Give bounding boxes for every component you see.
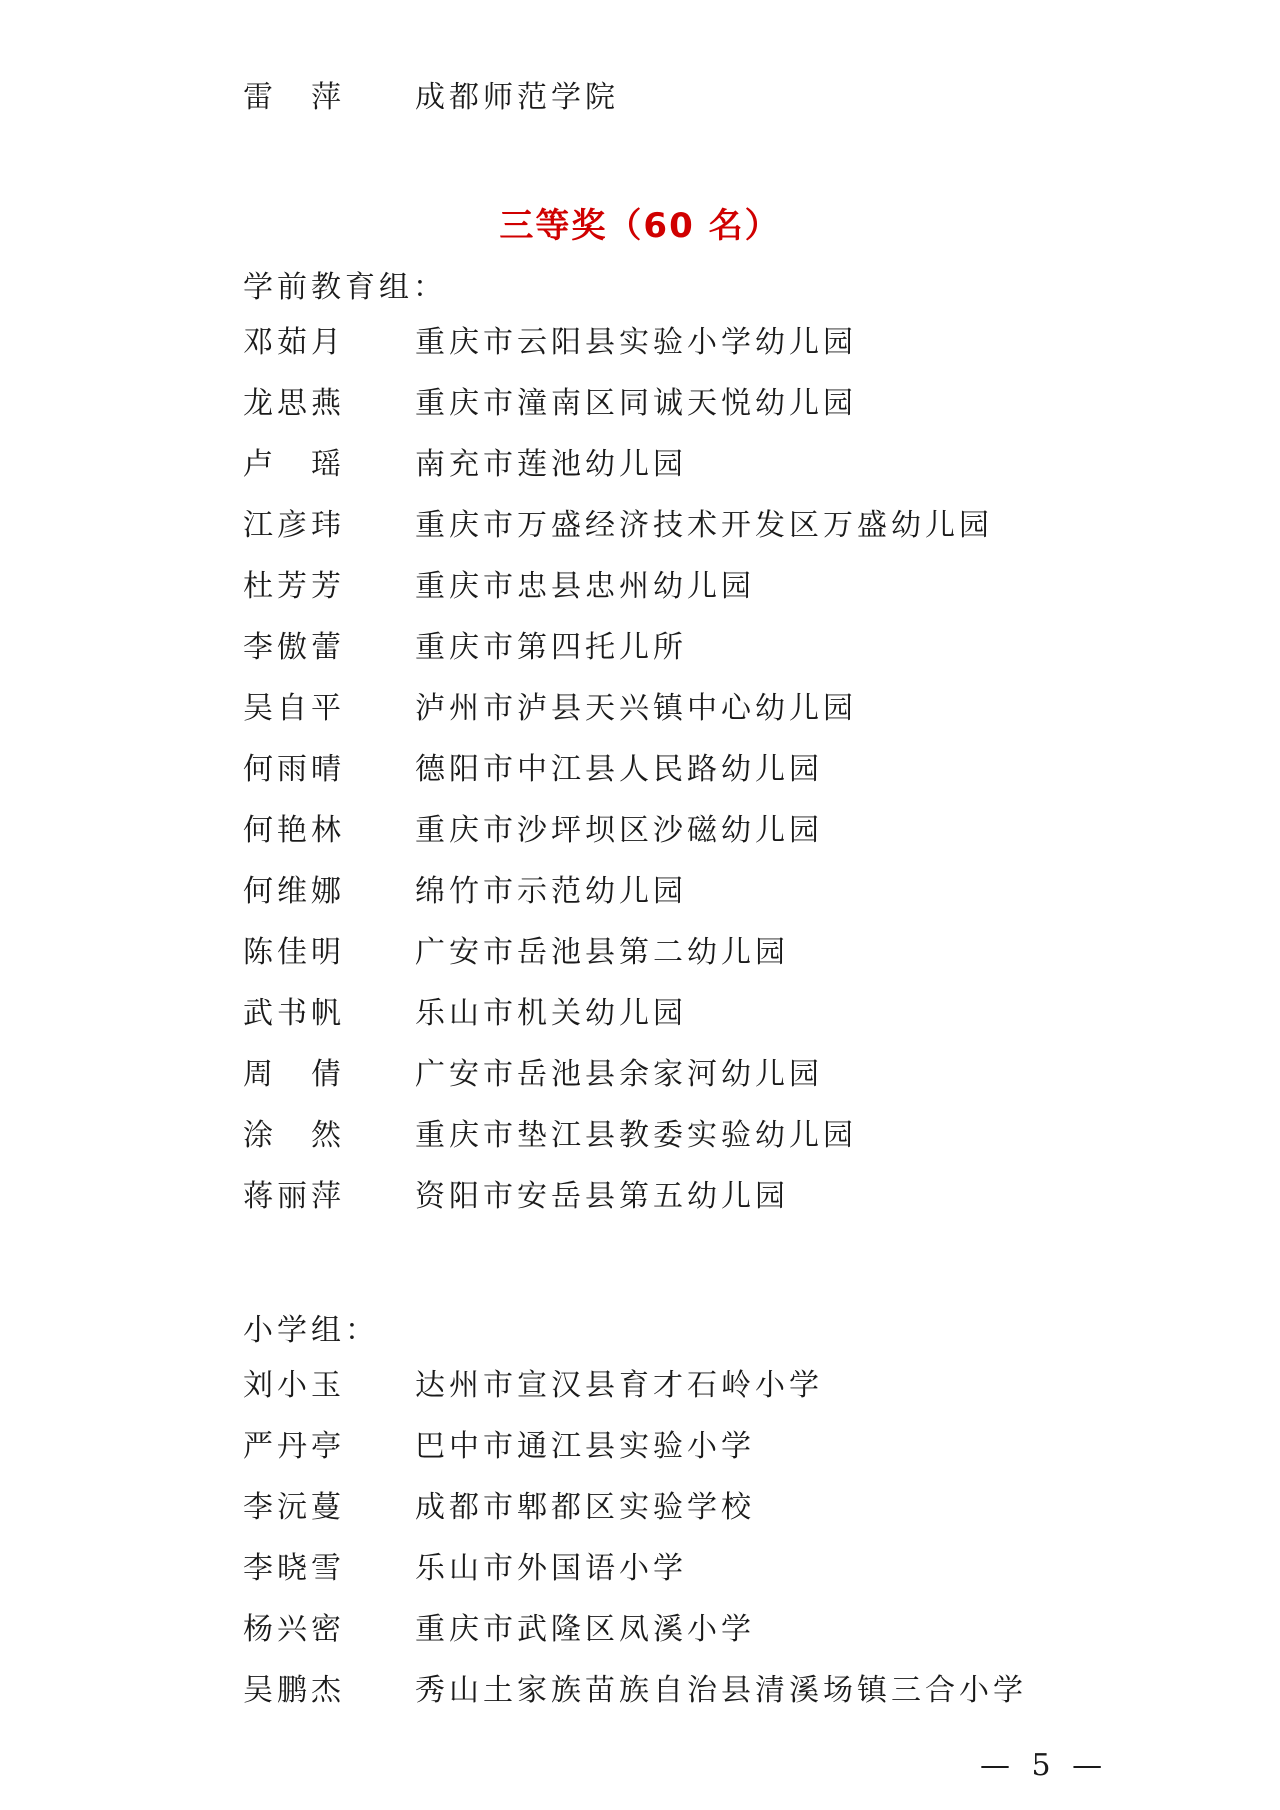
entry-org: 重庆市沙坪坝区沙磁幼儿园	[415, 813, 823, 848]
table-row	[243, 811, 823, 851]
entry-name: 周 倩	[243, 1057, 345, 1092]
entry-org: 重庆市垫江县教委实验幼儿园	[415, 1118, 857, 1153]
entry-name: 吴自平	[243, 691, 345, 726]
entry-org: 达州市宣汉县育才石岭小学	[415, 1368, 823, 1403]
table-row	[243, 506, 993, 546]
entry-org: 广安市岳池县余家河幼儿园	[415, 1057, 823, 1092]
table-row	[243, 689, 857, 729]
table-row	[243, 1177, 789, 1217]
entry-org: 重庆市万盛经济技术开发区万盛幼儿园	[415, 508, 993, 543]
entry-name: 雷 萍	[243, 80, 345, 115]
entry-org: 重庆市潼南区同诚天悦幼儿园	[415, 386, 857, 421]
table-row	[243, 384, 857, 424]
entry-org: 重庆市忠县忠州幼儿园	[415, 569, 755, 604]
entry-name: 杜芳芳	[243, 569, 345, 604]
entry-org: 重庆市武隆区凤溪小学	[415, 1612, 755, 1647]
table-row	[243, 994, 687, 1034]
entry-org: 乐山市外国语小学	[415, 1551, 687, 1586]
entry-name: 吴鹏杰	[243, 1673, 345, 1708]
table-row	[243, 567, 755, 607]
entry-org: 重庆市第四托儿所	[415, 630, 687, 665]
table-row	[243, 1488, 755, 1528]
table-row	[243, 1549, 687, 1589]
entry-org: 泸州市泸县天兴镇中心幼儿园	[415, 691, 857, 726]
entry-org: 资阳市安岳县第五幼儿园	[415, 1179, 789, 1214]
entry-name: 武书帆	[243, 996, 345, 1031]
table-row	[243, 872, 687, 912]
entry-name: 邓茹月	[243, 325, 345, 360]
entry-name: 李傲蕾	[243, 630, 345, 665]
entry-name: 卢 瑶	[243, 447, 345, 482]
entry-name: 刘小玉	[243, 1368, 345, 1403]
entry-name: 李沅蔓	[243, 1490, 345, 1525]
entry-org: 秀山土家族苗族自治县清溪场镇三合小学	[415, 1673, 1027, 1708]
entry-name: 龙思燕	[243, 386, 345, 421]
entry-org: 南充市莲池幼儿园	[415, 447, 687, 482]
table-row	[243, 1366, 823, 1406]
table-row	[243, 323, 857, 363]
entry-name: 涂 然	[243, 1118, 345, 1153]
entry-name: 李晓雪	[243, 1551, 345, 1586]
entry-name: 杨兴密	[243, 1612, 345, 1647]
entry-name: 何雨晴	[243, 752, 345, 787]
table-row	[243, 933, 789, 973]
group-title-primary: 小学组：	[243, 1313, 379, 1348]
entry-org: 成都市郫都区实验学校	[415, 1490, 755, 1525]
section-title: 三等奖（60 名）	[499, 206, 781, 246]
entry-org: 成都师范学院	[415, 80, 619, 115]
entry-org: 绵竹市示范幼儿园	[415, 874, 687, 909]
entry-name: 江彦玮	[243, 508, 345, 543]
entry-org: 广安市岳池县第二幼儿园	[415, 935, 789, 970]
entry-org: 德阳市中江县人民路幼儿园	[415, 752, 823, 787]
table-row	[243, 1116, 857, 1156]
entry-name: 何维娜	[243, 874, 345, 909]
table-row	[243, 1671, 1027, 1711]
entry-org: 乐山市机关幼儿园	[415, 996, 687, 1031]
entry-name: 严丹亭	[243, 1429, 345, 1464]
table-row	[243, 1055, 823, 1095]
entry-name: 蒋丽萍	[243, 1179, 345, 1214]
table-row	[243, 750, 823, 790]
prev-entry-row	[243, 78, 619, 118]
table-row	[243, 1427, 755, 1467]
entry-name: 陈佳明	[243, 935, 345, 970]
table-row	[243, 628, 687, 668]
table-row	[243, 445, 687, 485]
entry-org: 重庆市云阳县实验小学幼儿园	[415, 325, 857, 360]
table-row	[243, 1610, 755, 1650]
entry-name: 何艳林	[243, 813, 345, 848]
page-number: — 5 —	[980, 1748, 1109, 1783]
group-title-preschool: 学前教育组：	[243, 270, 447, 305]
entry-org: 巴中市通江县实验小学	[415, 1429, 755, 1464]
